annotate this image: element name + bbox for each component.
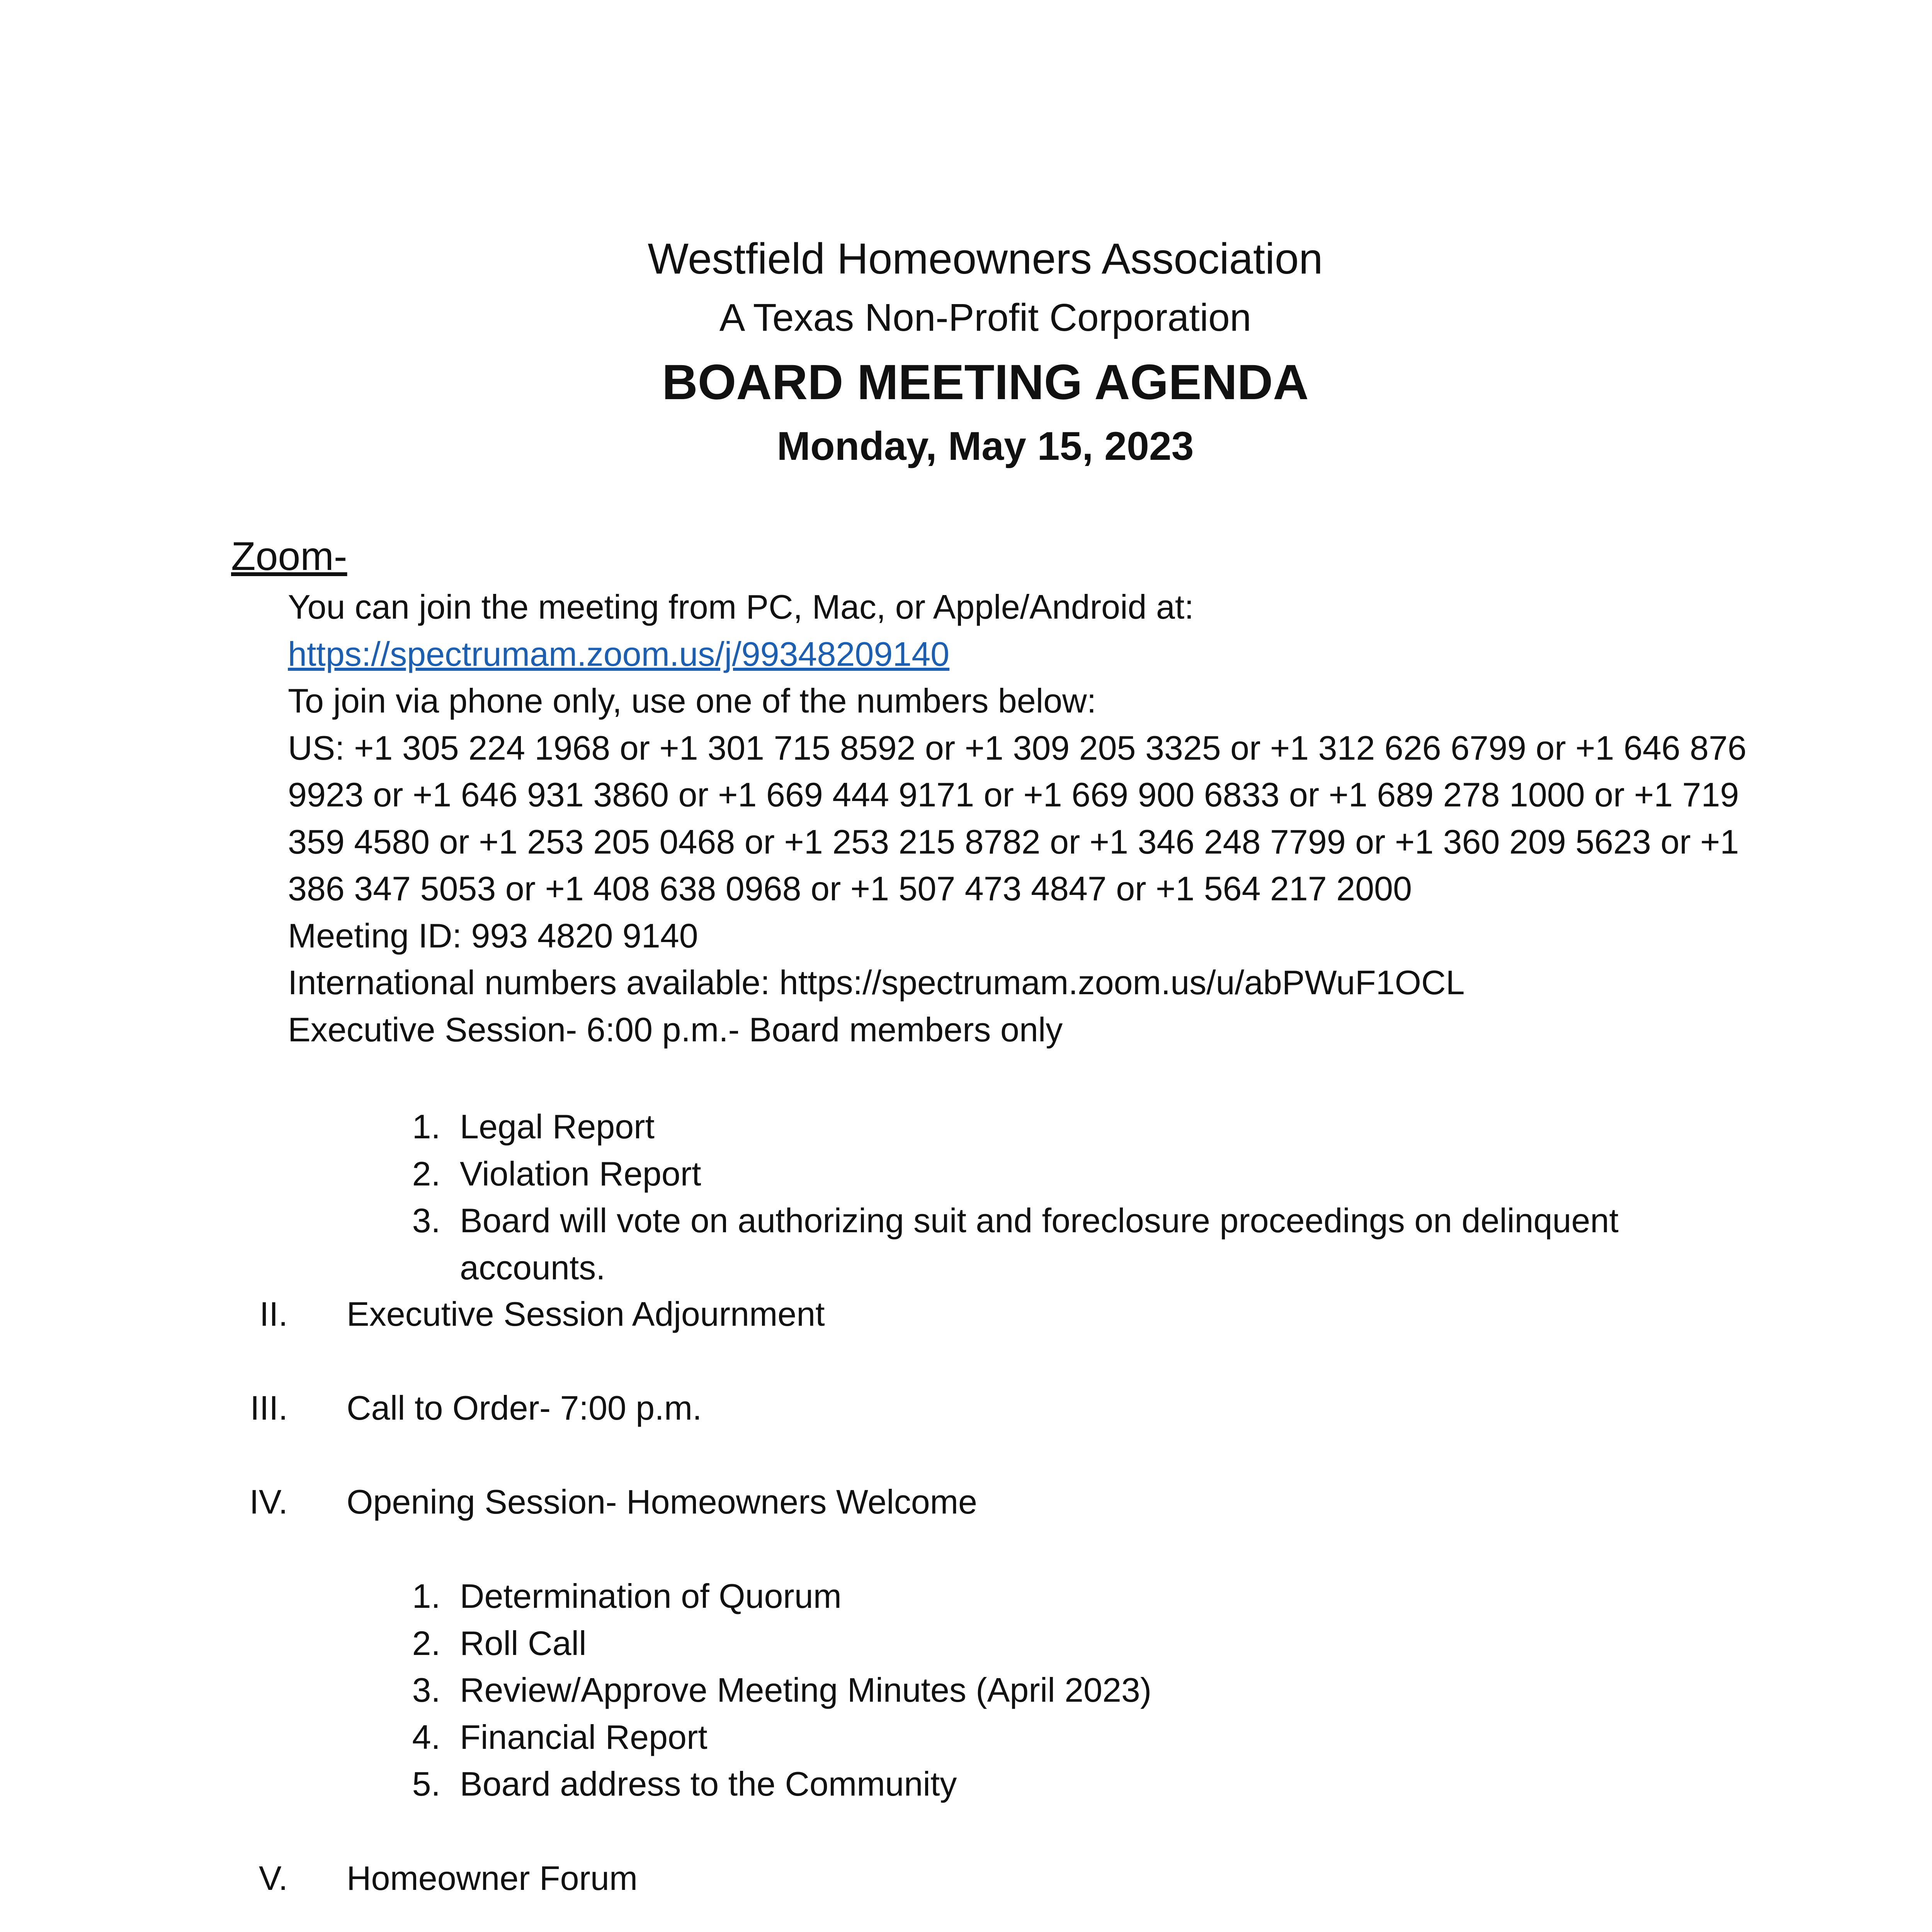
zoom-join-link[interactable]: https://spectrumam.zoom.us/j/99348209140 <box>288 634 950 673</box>
agenda-section-homeowner-forum <box>216 1855 1607 1902</box>
list-item: 4. Financial Report <box>412 1718 707 1756</box>
organization-subtitle: A Texas Non-Profit Corporation <box>719 296 1252 339</box>
section-title: Call to Order- 7:00 p.m. <box>347 1389 702 1427</box>
zoom-heading: Zoom- <box>231 534 347 579</box>
section-number: V. <box>259 1859 288 1897</box>
list-item: 3. Board will vote on authorizing suit and foreclosure proceedings on delinquent accounts. <box>412 1201 1619 1287</box>
section-title: Executive Session Adjournment <box>347 1295 825 1333</box>
phone-intro-text: To join via phone only, use one of the numbers below: <box>288 682 1097 720</box>
list-item: 1. Determination of Quorum <box>412 1577 842 1615</box>
list-item: 3. Review/Approve Meeting Minutes (April 2023) <box>412 1671 1152 1709</box>
executive-session-items <box>398 1103 1712 1291</box>
meeting-id-text: Meeting ID: 993 4820 9140 <box>288 916 698 955</box>
zoom-details <box>288 583 1756 1053</box>
agenda-section-opening-session <box>216 1478 1607 1526</box>
phone-numbers-text: US: +1 305 224 1968 or +1 301 715 8592 or +1 309 205 3325 or +1 312 626 6799 or +1 646 876 9923 or +1 646 931 3860 or +1 669 444 9171 or +1 669 900 6833 or +1 689 278 1000 or +1 719 359 4580 or +1 253 205 0468 or +1 253 215 8782 or +1 346 248 7799 or +1 360 209 5623 or +1 386 347 5053 or +1 408 638 0968 or +1 507 473 4847 or +1 564 217 2000 <box>288 728 1747 908</box>
join-intro-text: You can join the meeting from PC, Mac, or Apple/Android at: <box>288 588 1194 626</box>
agenda-section-call-to-order <box>216 1384 1607 1432</box>
section-number: IV. <box>249 1483 288 1521</box>
meeting-date: Monday, May 15, 2023 <box>777 424 1194 469</box>
executive-session-text: Executive Session- 6:00 p.m.- Board members only <box>288 1010 1063 1049</box>
section-number: III. <box>250 1389 288 1427</box>
list-item: 1. Legal Report <box>412 1107 655 1146</box>
section-title: Opening Session- Homeowners Welcome <box>347 1483 977 1521</box>
list-item: 2. Violation Report <box>412 1154 701 1193</box>
organization-name: Westfield Homeowners Association <box>648 235 1323 283</box>
list-item: 5. Board address to the Community <box>412 1765 957 1803</box>
document-title: BOARD MEETING AGENDA <box>662 355 1309 410</box>
international-numbers-text: International numbers available: https://spectrumam.zoom.us/u/abPWuF1OCL <box>288 963 1465 1002</box>
list-item: 2. Roll Call <box>412 1624 587 1662</box>
opening-session-items <box>398 1573 1712 1808</box>
section-number: II. <box>259 1295 288 1333</box>
agenda-section-executive-adjournment <box>216 1291 1607 1338</box>
section-title: Homeowner Forum <box>347 1859 638 1897</box>
